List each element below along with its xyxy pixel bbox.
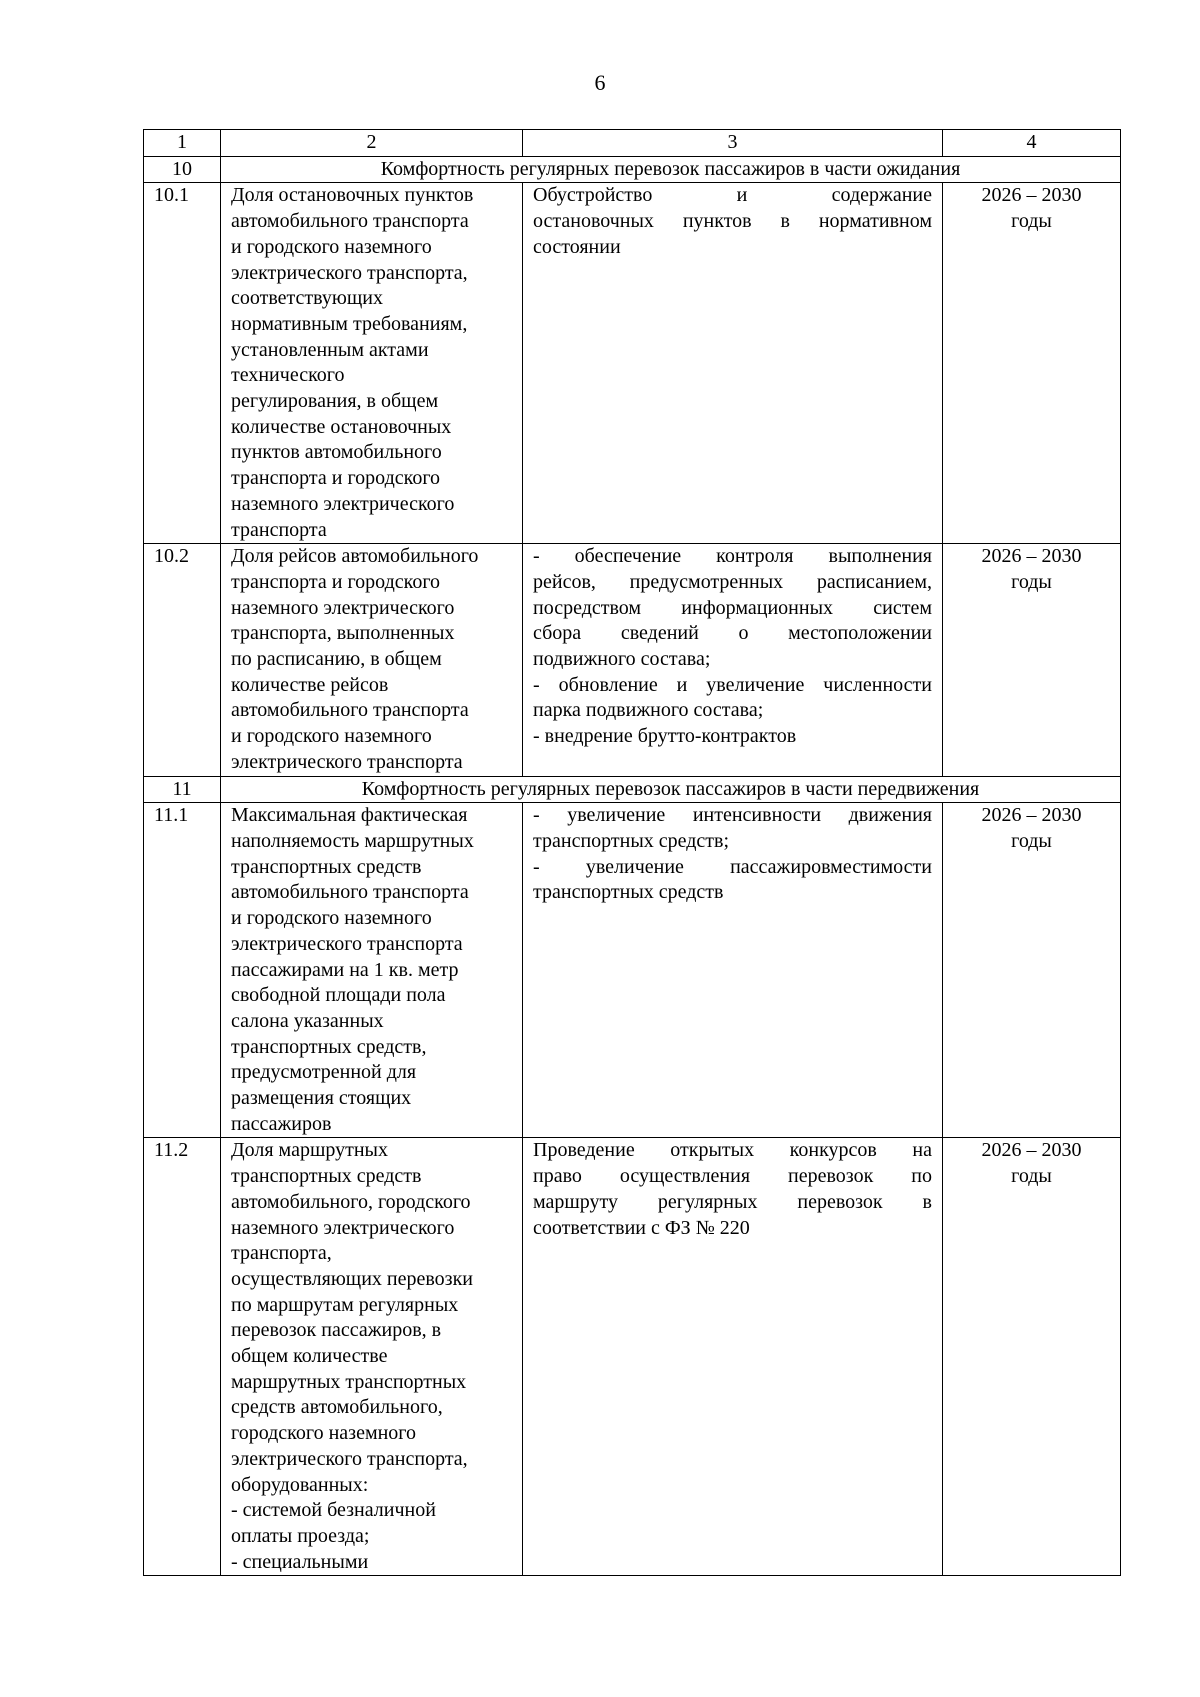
period-line: 2026 – 2030 xyxy=(981,545,1082,568)
indicator-line: транспортных средств, xyxy=(231,1035,427,1058)
table-row xyxy=(144,1138,1121,1576)
section-row xyxy=(144,776,1121,803)
indicator-line: наземного электрического xyxy=(231,596,455,619)
measure-line: право осуществления перевозок по xyxy=(533,1165,932,1188)
measures-table xyxy=(143,129,1121,1576)
indicator-line: соответствующих xyxy=(231,287,383,310)
column-number-header-row xyxy=(144,130,1121,157)
indicator-line: транспорта и городского xyxy=(231,467,441,490)
indicator-line: оплаты проезда; xyxy=(231,1524,370,1547)
indicator-cell xyxy=(221,544,523,776)
table-body xyxy=(144,130,1121,1576)
indicator-line: количестве остановочных xyxy=(231,415,452,438)
measures-cell xyxy=(523,183,943,544)
indicator-line: Доля остановочных пунктов xyxy=(231,184,474,207)
measure-line: подвижного состава; xyxy=(533,648,711,671)
indicator-line: пассажирами на 1 кв. метр xyxy=(231,958,459,981)
indicator-line: транспортных средств xyxy=(231,855,422,878)
indicator-line: размещения стоящих xyxy=(231,1087,412,1110)
measure-line: Проведение открытых конкурсов на xyxy=(533,1139,932,1162)
period-line: 2026 – 2030 xyxy=(981,804,1082,827)
indicator-line: - системой безналичной xyxy=(231,1499,436,1522)
indicator-line: общем количестве xyxy=(231,1345,388,1368)
indicator-line: количестве рейсов xyxy=(231,673,389,696)
measure-line: парка подвижного состава; xyxy=(533,699,764,722)
table-row xyxy=(144,803,1121,1138)
indicator-line: автомобильного транспорта xyxy=(231,210,469,233)
measures-cell xyxy=(523,1138,943,1576)
period-cell xyxy=(943,803,1121,1138)
period-cell xyxy=(943,183,1121,544)
measures-cell xyxy=(523,803,943,1138)
indicator-line: транспорта, выполненных xyxy=(231,622,455,645)
measure-line: транспортных средств; xyxy=(533,829,730,852)
period-cell xyxy=(943,1138,1121,1576)
column-number-4: 4 xyxy=(943,130,1121,157)
row-number: 11.2 xyxy=(144,1138,221,1576)
period-line: годы xyxy=(1011,829,1052,852)
column-number-1: 1 xyxy=(144,130,221,157)
measure-line: - увеличение интенсивности движения xyxy=(533,804,932,827)
indicator-line: по расписанию, в общем xyxy=(231,648,442,671)
indicator-cell xyxy=(221,803,523,1138)
row-number: 10.1 xyxy=(144,183,221,544)
measure-line: маршруту регулярных перевозок в xyxy=(533,1190,932,1213)
measure-line: транспортных средств xyxy=(533,881,724,904)
indicator-line: электрического транспорта, xyxy=(231,261,468,284)
indicator-line: транспорта и городского xyxy=(231,570,441,593)
measure-line: Обустройство и содержание xyxy=(533,184,932,207)
indicator-line: установленным актами xyxy=(231,338,429,361)
indicator-line: оборудованных: xyxy=(231,1473,369,1496)
section-row xyxy=(144,156,1121,183)
period-line: 2026 – 2030 xyxy=(981,1139,1082,1162)
indicator-line: регулирования, в общем xyxy=(231,390,439,413)
indicator-line: электрического транспорта xyxy=(231,750,463,773)
table-row xyxy=(144,183,1121,544)
indicator-line: автомобильного транспорта xyxy=(231,881,469,904)
indicator-line: Максимальная фактическая xyxy=(231,804,468,827)
indicator-line: Доля маршрутных xyxy=(231,1139,388,1162)
measure-line: соответствии с ФЗ № 220 xyxy=(533,1216,750,1239)
indicator-cell xyxy=(221,183,523,544)
indicator-line: транспорта, xyxy=(231,1242,332,1265)
measure-line: состоянии xyxy=(533,235,621,258)
column-number-3: 3 xyxy=(523,130,943,157)
section-number: 10 xyxy=(144,156,221,183)
indicator-line: и городского наземного xyxy=(231,725,432,748)
period-line: 2026 – 2030 xyxy=(981,184,1082,207)
page-number: 6 xyxy=(594,70,606,95)
row-number: 10.2 xyxy=(144,544,221,776)
indicator-line: - специальными xyxy=(231,1550,369,1573)
measure-line: остановочных пунктов в нормативном xyxy=(533,210,932,233)
indicator-line: осуществляющих перевозки xyxy=(231,1267,473,1290)
indicator-line: и городского наземного xyxy=(231,907,432,930)
indicator-line: автомобильного транспорта xyxy=(231,699,469,722)
indicator-line: перевозок пассажиров, в xyxy=(231,1319,442,1342)
measures-cell xyxy=(523,544,943,776)
indicator-line: пассажиров xyxy=(231,1112,332,1135)
measure-line: - обеспечение контроля выполнения xyxy=(533,545,932,568)
indicator-cell xyxy=(221,1138,523,1576)
indicator-line: транспортных средств xyxy=(231,1165,422,1188)
row-number: 11.1 xyxy=(144,803,221,1138)
indicator-line: средств автомобильного, xyxy=(231,1396,443,1419)
period-line: годы xyxy=(1011,210,1052,233)
section-number: 11 xyxy=(144,776,221,803)
indicator-line: наземного электрического xyxy=(231,492,455,515)
table-row xyxy=(144,544,1121,776)
measure-line: посредством информационных систем xyxy=(533,596,932,619)
measure-line: рейсов, предусмотренных расписанием, xyxy=(533,570,932,593)
indicator-line: пунктов автомобильного xyxy=(231,441,442,464)
indicator-line: электрического транспорта, xyxy=(231,1447,468,1470)
indicator-line: салона указанных xyxy=(231,1009,384,1032)
measure-line: - увеличение пассажировместимости xyxy=(533,855,932,878)
indicator-line: свободной площади пола xyxy=(231,984,446,1007)
measure-line: - обновление и увеличение численности xyxy=(533,673,932,696)
indicator-line: автомобильного, городского xyxy=(231,1190,471,1213)
indicator-line: наполняемость маршрутных xyxy=(231,829,474,852)
section-title: Комфортность регулярных перевозок пассажиров в части ожидания xyxy=(221,156,1121,183)
measure-line: - внедрение брутто-контрактов xyxy=(533,725,797,748)
period-cell xyxy=(943,544,1121,776)
period-line: годы xyxy=(1011,1165,1052,1188)
indicator-line: наземного электрического xyxy=(231,1216,455,1239)
period-line: годы xyxy=(1011,570,1052,593)
indicator-line: городского наземного xyxy=(231,1422,417,1445)
indicator-line: электрического транспорта xyxy=(231,932,463,955)
indicator-line: транспорта xyxy=(231,518,327,541)
indicator-line: предусмотренной для xyxy=(231,1061,417,1084)
column-number-2: 2 xyxy=(221,130,523,157)
section-title: Комфортность регулярных перевозок пассажиров в части передвижения xyxy=(221,776,1121,803)
indicator-line: маршрутных транспортных xyxy=(231,1370,467,1393)
indicator-line: по маршрутам регулярных xyxy=(231,1293,459,1316)
indicator-line: Доля рейсов автомобильного xyxy=(231,545,479,568)
measure-line: сбора сведений о местоположении xyxy=(533,622,932,645)
indicator-line: нормативным требованиям, xyxy=(231,312,468,335)
indicator-line: и городского наземного xyxy=(231,235,432,258)
indicator-line: технического xyxy=(231,364,345,387)
